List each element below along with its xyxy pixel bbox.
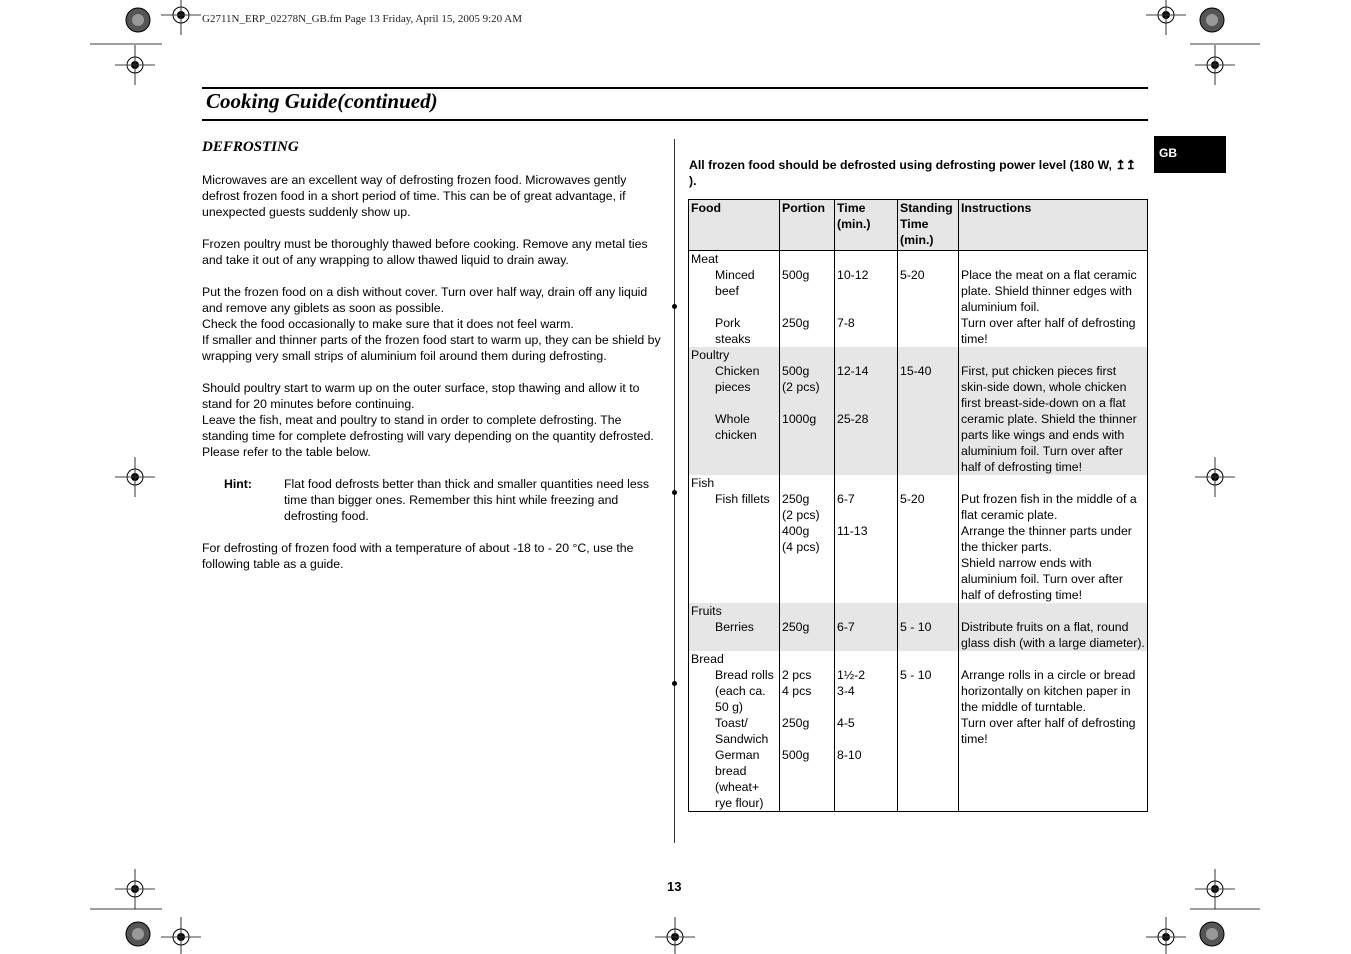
standing-cell: 5-20 (898, 475, 959, 603)
crosshair-icon (655, 917, 695, 954)
page-number: 13 (667, 879, 682, 894)
crosshair-icon (1146, 0, 1186, 35)
crosshair-icon (115, 869, 155, 909)
standing-cell: 5 - 10 (898, 651, 959, 812)
defrosting-table (688, 199, 1148, 812)
header-standing-time: Standing Time (min.) (898, 200, 959, 251)
portion-cell: 500g (2 pcs) 1000g (780, 347, 835, 475)
crosshair-icon (126, 922, 150, 946)
crosshair-icon (115, 45, 155, 85)
crosshair-icon (1195, 457, 1235, 497)
language-tab: GB (1154, 136, 1226, 173)
bullet-dot (672, 304, 677, 309)
time-cell: 12-14 25-28 (835, 347, 898, 475)
time-cell: 10-12 7-8 (835, 251, 898, 348)
paragraph: For defrosting of frozen food with a temperature of about -18 to - 20 °C, use the following table as a guide. (202, 541, 634, 571)
table-row (689, 651, 1148, 812)
portion-cell: 2 pcs 4 pcs 250g 500g (780, 651, 835, 812)
crosshair-icon (1200, 8, 1224, 32)
paragraph: Microwaves are an excellent way of defrosting frozen food. Microwaves gently defrost frozen food in a short period of time. This can be of great advantage, if unexpected guests suddenly show up. (202, 173, 627, 219)
paragraph: Frozen poultry must be thoroughly thawed before cooking. Remove any metal ties and take it out of any wrapping to allow thawed liquid to drain away. (202, 237, 648, 267)
header-portion: Portion (780, 200, 835, 251)
paragraph: Should poultry start to warm up on the outer surface, stop thawing and allow it to stand for 20 minutes before continuing. (202, 381, 640, 411)
time-cell: 6-7 (835, 603, 898, 651)
table-row (689, 251, 1148, 348)
body-text (202, 172, 662, 588)
table-header-row (689, 200, 1148, 251)
crosshair-icon (1195, 45, 1235, 85)
header-instructions: Instructions (959, 200, 1148, 251)
instructions-cell: Put frozen fish in the middle of a flat ceramic plate. Arrange the thinner parts under the thicker parts. Shield narrow ends with aluminium foil. Turn over after half of defrosting time! (959, 475, 1148, 603)
bullet-dot (672, 681, 677, 686)
portion-cell: 250g (780, 603, 835, 651)
food-cell: Bread Bread rolls (each ca. 50 g) Toast/ Sandwich German bread (wheat+ rye flour) (689, 651, 780, 812)
food-cell: Meat Minced beef Pork steaks (689, 251, 780, 348)
portion-cell: 250g (2 pcs) 400g (4 pcs) (780, 475, 835, 603)
time-cell: 1½-2 3-4 4-5 8-10 (835, 651, 898, 812)
crosshair-icon (1195, 869, 1235, 909)
bullet-dot (672, 490, 677, 495)
standing-cell: 15-40 (898, 347, 959, 475)
food-cell: Poultry Chicken pieces Whole chicken (689, 347, 780, 475)
crosshair-icon (1146, 917, 1186, 954)
paragraph: Put the frozen food on a dish without cover. Turn over half way, drain off any liquid and remove any giblets as soon as possible. (202, 285, 648, 315)
header-food: Food (689, 200, 780, 251)
header-time: Time (min.) (835, 200, 898, 251)
file-header: G2711N_ERP_02278N_GB.fm Page 13 Friday, April 15, 2005 9:20 AM (202, 13, 523, 25)
page-title: Cooking Guide(continued) (206, 89, 438, 113)
table-intro: All frozen food should be defrosted using defrosting power level (180 W, ↥↥ ). (689, 158, 1136, 188)
crosshair-icon (1200, 922, 1224, 946)
standing-cell: 5-20 (898, 251, 959, 348)
time-cell: 6-7 11-13 (835, 475, 898, 603)
section-title: DEFROSTING (202, 139, 299, 155)
crosshair-icon (161, 917, 201, 954)
hint-block (202, 476, 662, 524)
table-row (689, 475, 1148, 603)
hint-text: Flat food defrosts better than thick and smaller quantities need less time than bigger ones. Remember this hint while freezing and defrosting food. (284, 477, 650, 523)
paragraph: Check the food occasionally to make sure that it does not feel warm. (202, 317, 574, 331)
paragraph: Leave the fish, meat and poultry to stand in order to complete defrosting. The standing time for complete defrosting will vary depending on the quantity defrosted. Please refer to the table below. (202, 413, 654, 459)
instructions-cell: First, put chicken pieces first skin-side down, whole chicken first breast-side-down on a flat ceramic plate. Shield the thinner parts like wings and ends with aluminium foil. Turn over after half of defrosting time! (959, 347, 1148, 475)
table-row (689, 347, 1148, 475)
instructions-cell: Arrange rolls in a circle or bread horizontally on kitchen paper in the middle of turntable. Turn over after half of defrosting time! (959, 651, 1148, 812)
crosshair-icon (115, 457, 155, 497)
instructions-cell: Distribute fruits on a flat, round glass dish (with a large diameter). (959, 603, 1148, 651)
paragraph: If smaller and thinner parts of the frozen food start to warm up, they can be shield by wrapping very small strips of aluminium foil around them during defrosting. (202, 333, 661, 363)
crosshair-icon (126, 8, 150, 32)
hint-label: Hint: (224, 477, 252, 491)
instructions-cell: Place the meat on a flat ceramic plate. Shield thinner edges with aluminium foil. Turn over after half of defrosting time! (959, 251, 1148, 348)
table-row (689, 603, 1148, 651)
food-cell: Fruits Berries (689, 603, 780, 651)
standing-cell: 5 - 10 (898, 603, 959, 651)
portion-cell: 500g 250g (780, 251, 835, 348)
crosshair-icon (161, 0, 201, 35)
food-cell: Fish Fish fillets (689, 475, 780, 603)
title-rule-bottom (202, 119, 1148, 121)
